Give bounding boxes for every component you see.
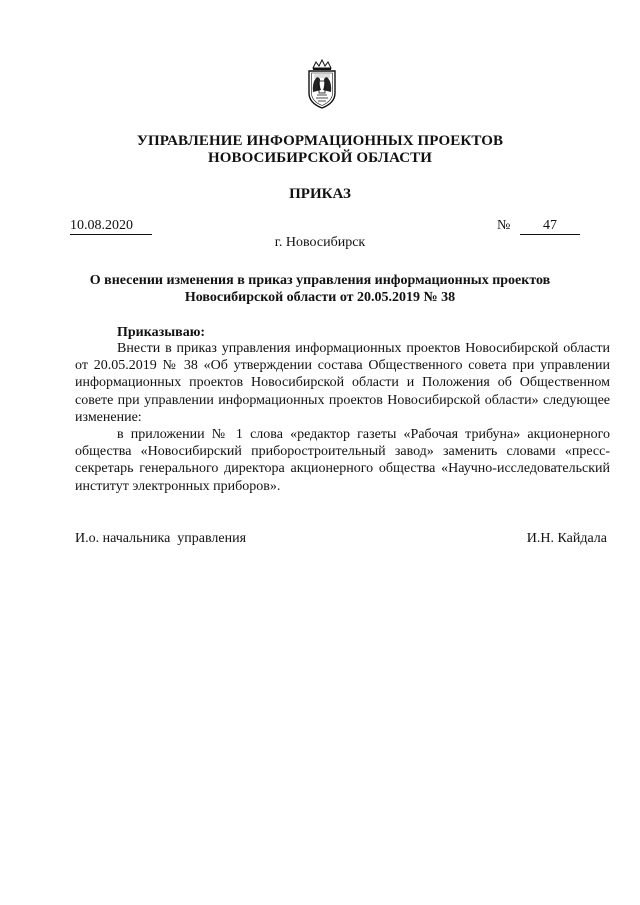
org-line-1: УПРАВЛЕНИЕ ИНФОРМАЦИОННЫХ ПРОЕКТОВ — [136, 133, 504, 149]
document-type: ПРИКАЗ — [289, 186, 351, 202]
organization-name — [60, 133, 580, 167]
org-line-2: НОВОСИБИРСКОЙ ОБЛАСТИ — [207, 150, 433, 166]
signatory-name: И.Н. Кайдала — [526, 531, 607, 546]
document-city: г. Новосибирск — [274, 235, 366, 250]
order-word: Приказываю: — [117, 325, 206, 340]
body-paragraph-2: в приложении № 1 слова «редактор газеты «Рабочая трибуна» акционерного общества «Новосибирский приборостроительный завод» заменить словами «пресс-секретарь генерального директора акционерного общества «Научно-исследовательский институт электронных приборов». — [75, 427, 610, 494]
body-paragraph-1: Внести в приказ управления информационных проектов Новосибирской области от 20.05.2019 № 38 «Об утверждении состава Общественного совета при управлении информационных проектов Новосибирской области и Положения об Общественном совете при управлении информационных проектов Новосибирской области» следующее изменение: — [75, 341, 610, 425]
document-body — [75, 340, 610, 495]
document-date: 10.08.2020 — [70, 218, 152, 235]
document-subject — [80, 272, 560, 306]
signatory-position: И.о. начальника управления — [75, 531, 247, 546]
number-sign: № — [497, 218, 511, 233]
subject-line-1: О внесении изменения в приказ управления информационных проектов — [89, 273, 551, 288]
subject-line-2: Новосибирской области от 20.05.2019 № 38 — [184, 290, 456, 305]
coat-of-arms-icon — [303, 59, 341, 111]
document-number: 47 — [520, 218, 580, 235]
